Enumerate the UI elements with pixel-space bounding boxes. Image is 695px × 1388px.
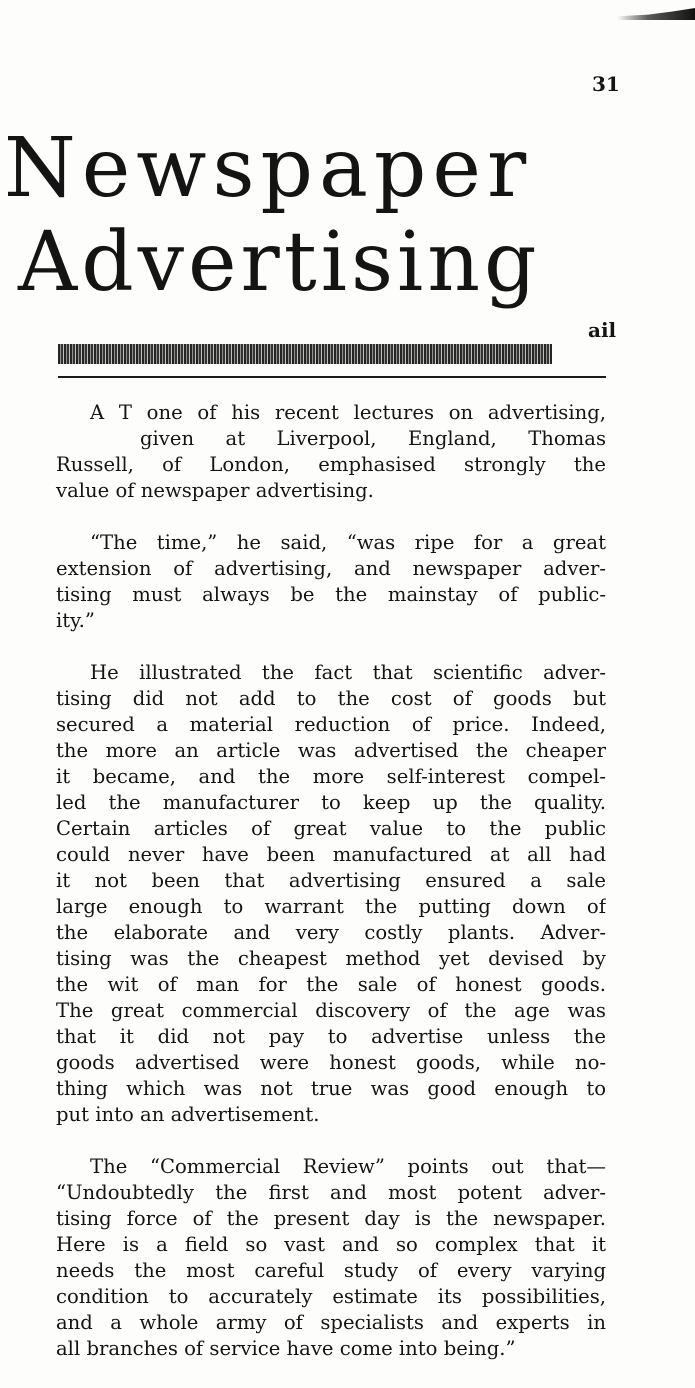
- paragraph-2: [22, 530, 606, 634]
- text-line: and a whole army of specialists and experts in: [56, 1311, 606, 1334]
- headline-line-1: Newspaper: [4, 121, 533, 216]
- text-line: The “Commercial Review” points out that—: [90, 1155, 606, 1178]
- text-line: given at Liverpool, England, Thomas: [140, 427, 606, 450]
- text-line: extension of advertising, and newspaper adver-: [56, 557, 606, 580]
- text-line: that it did not pay to advertise unless the: [56, 1025, 606, 1048]
- text-line: put into an advertisement.: [56, 1103, 320, 1126]
- decorative-rule: [58, 344, 552, 364]
- text-line: the elaborate and very costly plants. Adver-: [56, 921, 606, 944]
- text-line: all branches of service have come into being.”: [56, 1337, 516, 1360]
- text-line: large enough to warrant the putting down of: [56, 895, 606, 918]
- article-body: [22, 400, 606, 1388]
- text-line: tising force of the present day is the newspaper.: [56, 1207, 606, 1230]
- text-line: A T one of his recent lectures on advertising,: [90, 401, 606, 424]
- text-line: tising must always be the mainstay of public-: [56, 583, 606, 606]
- paragraph-3: [22, 660, 606, 1128]
- text-line: thing which was not true was good enough to: [56, 1077, 606, 1100]
- text-line: Certain articles of great value to the public: [56, 817, 606, 840]
- paragraph-4: [22, 1154, 606, 1362]
- text-line: tising was the cheapest method yet devised by: [56, 947, 606, 970]
- text-line: The great commercial discovery of the age was: [56, 999, 606, 1022]
- scan-smudge: [617, 8, 695, 20]
- page-number: 31: [592, 72, 620, 96]
- text-line: “Undoubtedly the first and most potent adver-: [56, 1181, 606, 1204]
- paragraph-1: [22, 400, 606, 504]
- text-line: Here is a field so vast and so complex that it: [56, 1233, 606, 1256]
- text-line: Russell, of London, emphasised strongly the: [56, 453, 606, 476]
- text-line: the wit of man for the sale of honest goods.: [56, 973, 606, 996]
- text-line: led the manufacturer to keep up the quality.: [56, 791, 606, 814]
- text-line: the more an article was advertised the cheaper: [56, 739, 606, 762]
- headline-line-2: Advertising: [18, 215, 541, 310]
- text-line: it not been that advertising ensured a sale: [56, 869, 606, 892]
- divider-line: [58, 376, 606, 378]
- text-line: ity.”: [56, 609, 95, 632]
- text-line: tising did not add to the cost of goods but: [56, 687, 606, 710]
- text-line: needs the most careful study of every varying: [56, 1259, 606, 1282]
- text-line: could never have been manufactured at all had: [56, 843, 606, 866]
- stray-print-mark: ail: [588, 318, 617, 342]
- text-line: condition to accurately estimate its possibilities,: [56, 1285, 606, 1308]
- text-line: He illustrated the fact that scientific adver-: [90, 661, 606, 684]
- text-line: goods advertised were honest goods, while no-: [56, 1051, 606, 1074]
- text-line: value of newspaper advertising.: [56, 479, 374, 502]
- text-line: secured a material reduction of price. Indeed,: [56, 713, 606, 736]
- text-line: it became, and the more self-interest compel-: [56, 765, 606, 788]
- text-line: “The time,” he said, “was ripe for a great: [90, 531, 606, 554]
